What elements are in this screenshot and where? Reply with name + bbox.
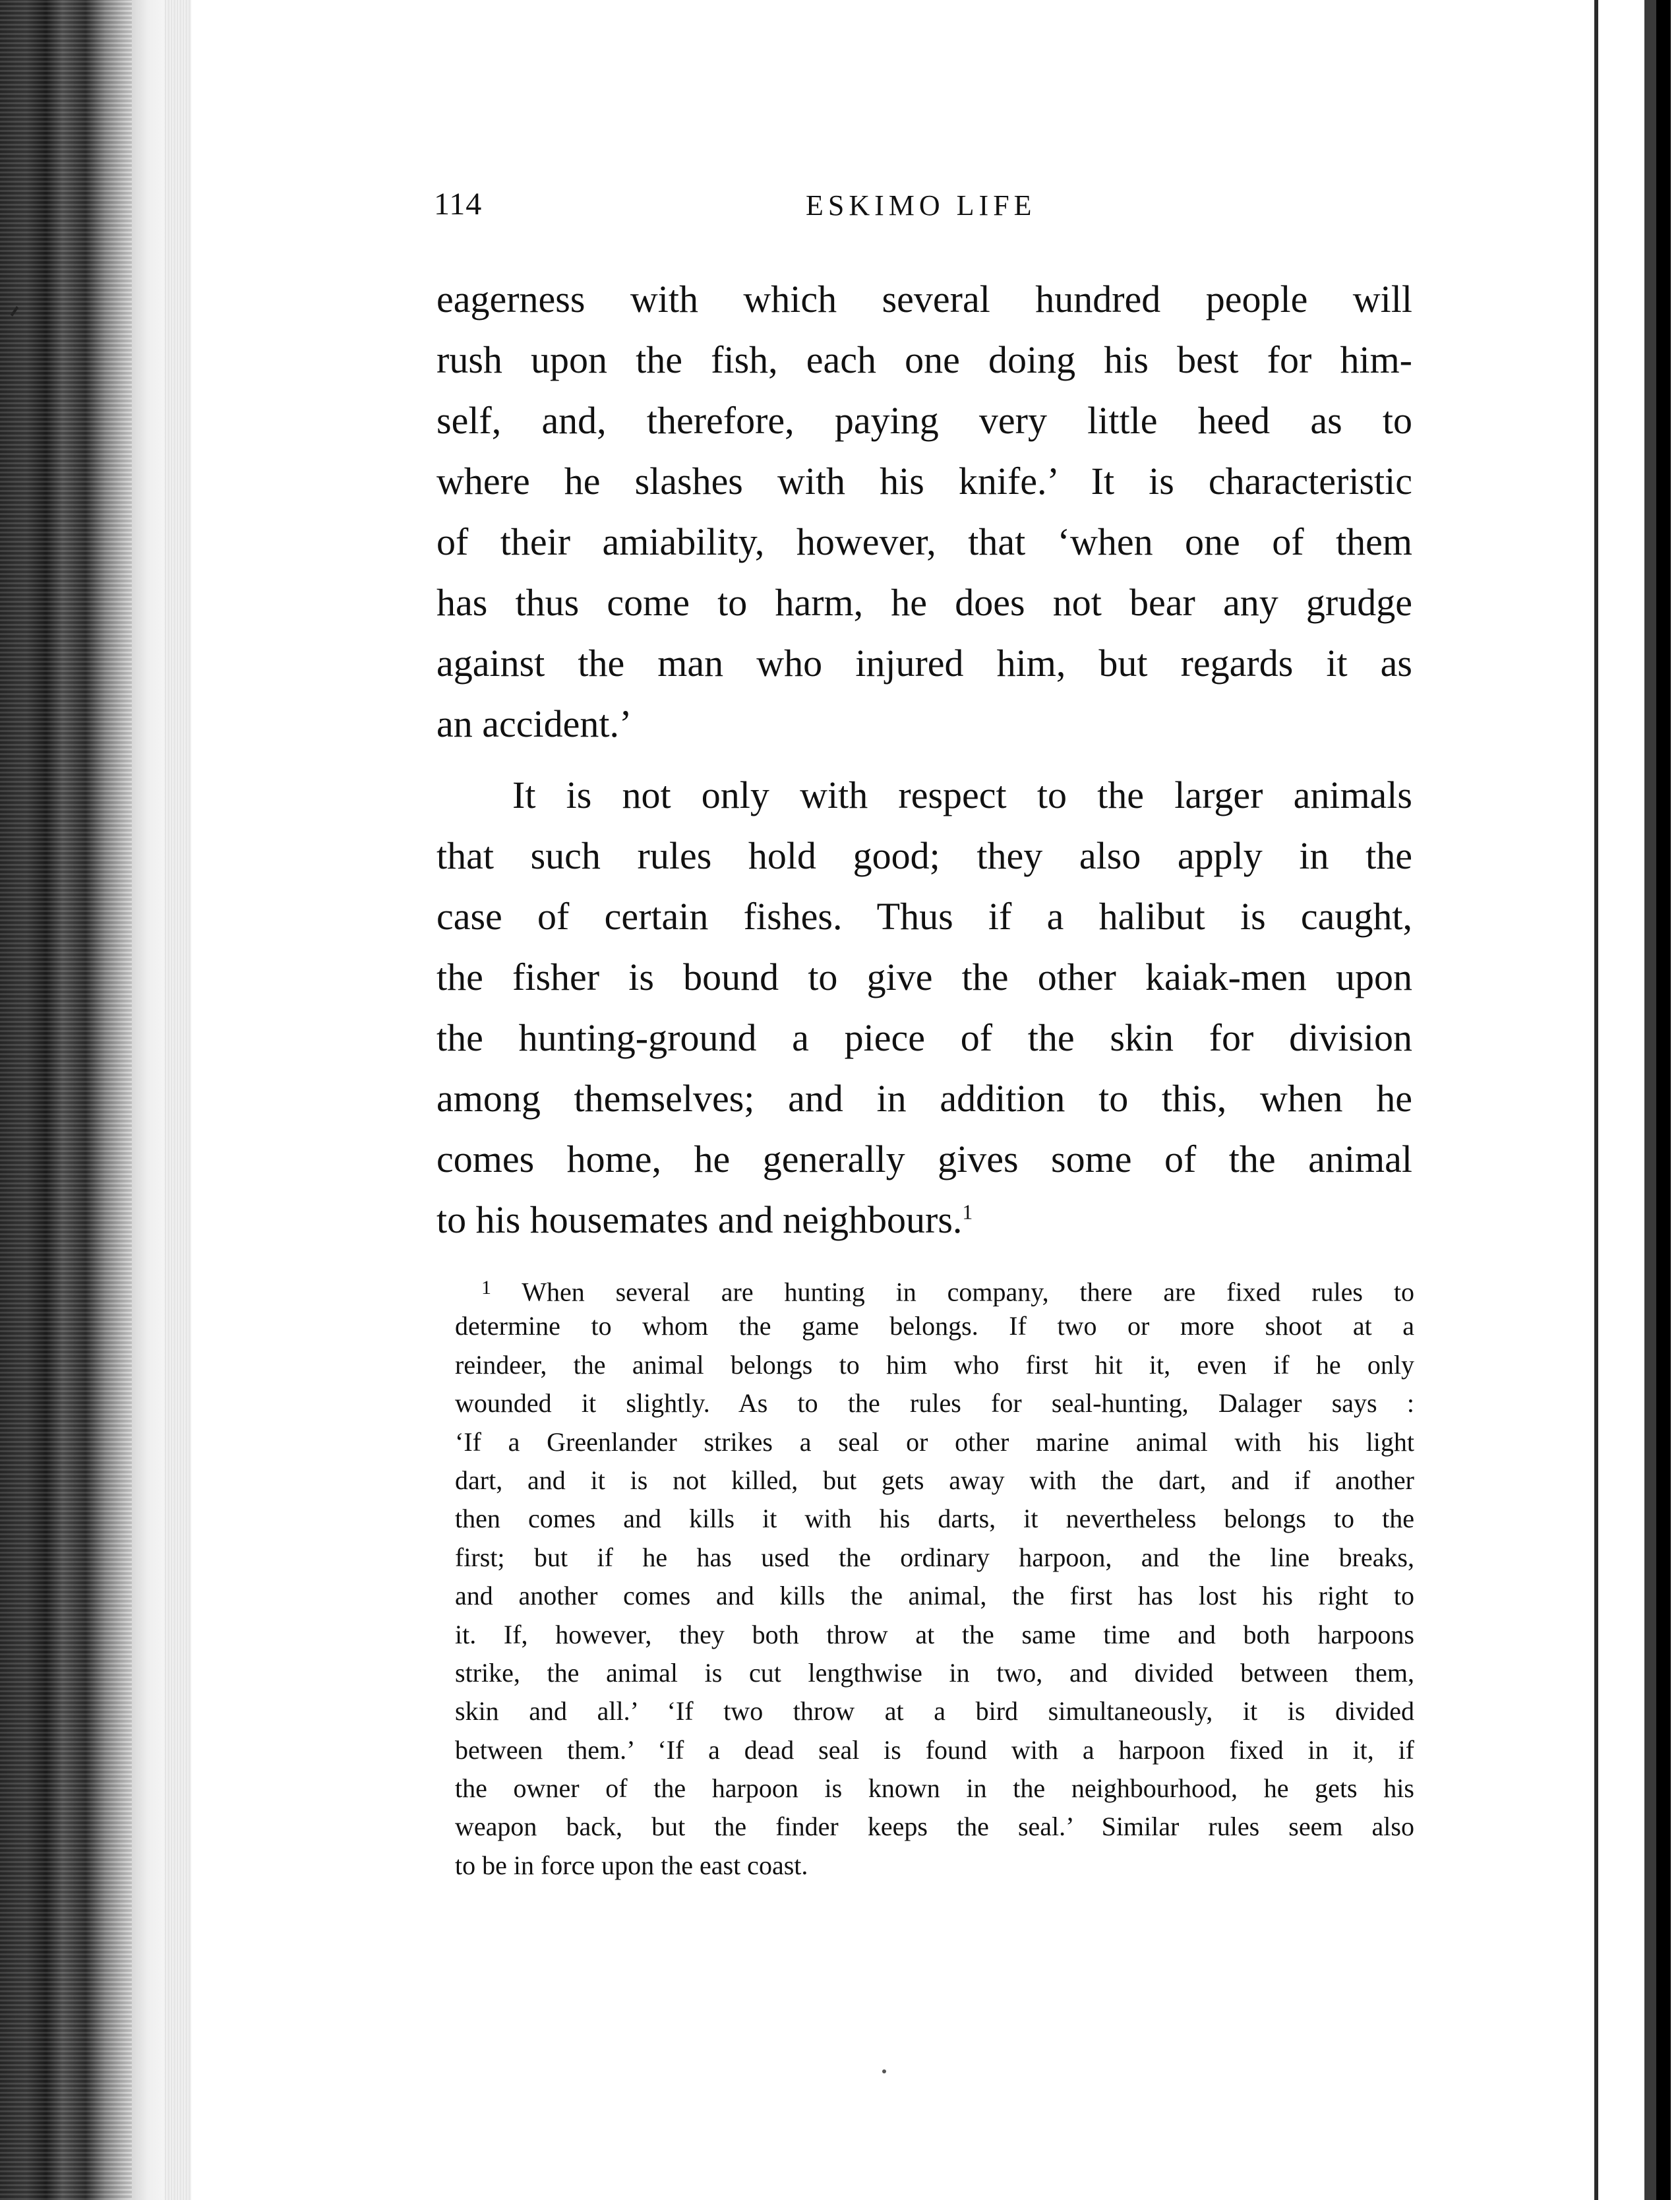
footnote-line: to be in force upon the east coast. <box>455 1850 808 1880</box>
body-line: against the man who injured him, but regards it as <box>436 642 1412 685</box>
body-line: the fisher is bound to give the other kaiak-men upon <box>436 956 1412 998</box>
body-line: rush upon the fish, each one doing his best for him- <box>436 338 1412 381</box>
footnote-line: wounded it slightly. As to the rules for seal-hunting, Dalager says : <box>455 1388 1414 1419</box>
footnote-line: skin and all.’ ‘If two throw at a bird simultaneously, it is divided <box>455 1696 1414 1726</box>
footnote-line: determine to whom the game belongs. If two or more shoot at a <box>455 1311 1414 1341</box>
footnote-line: the owner of the harpoon is known in the neighbourhood, he gets his <box>455 1773 1414 1804</box>
footnote <box>455 1269 1414 1885</box>
running-head <box>0 186 1680 232</box>
footnote-line: ‘If a Greenlander strikes a seal or other marine animal with his light <box>455 1426 1414 1457</box>
body-line: where he slashes with his knife.’ It is characteristic <box>436 460 1412 503</box>
footnote-line: it. If, however, they both throw at the same time and both harpoons <box>455 1619 1414 1649</box>
running-title: ESKIMO LIFE <box>806 189 1036 222</box>
footnote-line: then comes and kills it with his darts, it nevertheless belongs to the <box>455 1504 1414 1534</box>
footnote-line: dart, and it is not killed, but gets away with the dart, and if another <box>455 1465 1414 1495</box>
body-line-text: to his housemates and neighbours. <box>436 1198 963 1241</box>
page-edges <box>165 0 191 2200</box>
footnote-marker: 1 <box>481 1277 491 1299</box>
body-line: comes home, he generally gives some of the animal <box>436 1138 1412 1180</box>
footnote-line: strike, the animal is cut lengthwise in two, and divided between them, <box>455 1657 1414 1688</box>
footnote-line: first; but if he has used the ordinary harpoon, and the line breaks, <box>455 1542 1414 1572</box>
paper-speck <box>882 2069 886 2073</box>
body-line: case of certain fishes. Thus if a halibut is caught, <box>436 895 1412 938</box>
footnote-line-first <box>455 1269 1414 1307</box>
footnote-line-text: When several are hunting in company, there are fixed rules to <box>522 1277 1414 1307</box>
body-line: an accident.’ <box>436 702 632 745</box>
body-line-last <box>436 1190 1412 1250</box>
body-text <box>436 269 1412 1250</box>
body-line: has thus come to harm, he does not bear any grudge <box>436 581 1412 624</box>
body-line: of their amiability, however, that ‘when one of them <box>436 520 1412 563</box>
footnote-line: weapon back, but the finder keeps the seal.’ Similar rules seem also <box>455 1812 1414 1842</box>
right-page-edge <box>1581 0 1680 2200</box>
right-edge-border <box>1644 0 1671 2200</box>
body-line: that such rules hold good; they also apply in the <box>436 834 1412 877</box>
body-line: self, and, therefore, paying very little heed as to <box>436 399 1412 442</box>
body-line: It is not only with respect to the larger animals <box>512 774 1412 816</box>
footnote-reference[interactable]: 1 <box>962 1200 973 1224</box>
body-line: the hunting-ground a piece of the skin for division <box>436 1016 1412 1059</box>
book-binding <box>0 0 191 2200</box>
body-line: eagerness with which several hundred people will <box>436 278 1412 321</box>
page-number: 114 <box>434 187 483 222</box>
right-edge-line <box>1594 0 1598 2200</box>
footnote-line: between them.’ ‘If a dead seal is found with a harpoon fixed in it, if <box>455 1734 1414 1765</box>
footnote-line: and another comes and kills the animal, the first has lost his right to <box>455 1581 1414 1611</box>
body-line: among themselves; and in addition to this, when he <box>436 1077 1412 1120</box>
footnote-line: reindeer, the animal belongs to him who first hit it, even if he only <box>455 1349 1414 1380</box>
